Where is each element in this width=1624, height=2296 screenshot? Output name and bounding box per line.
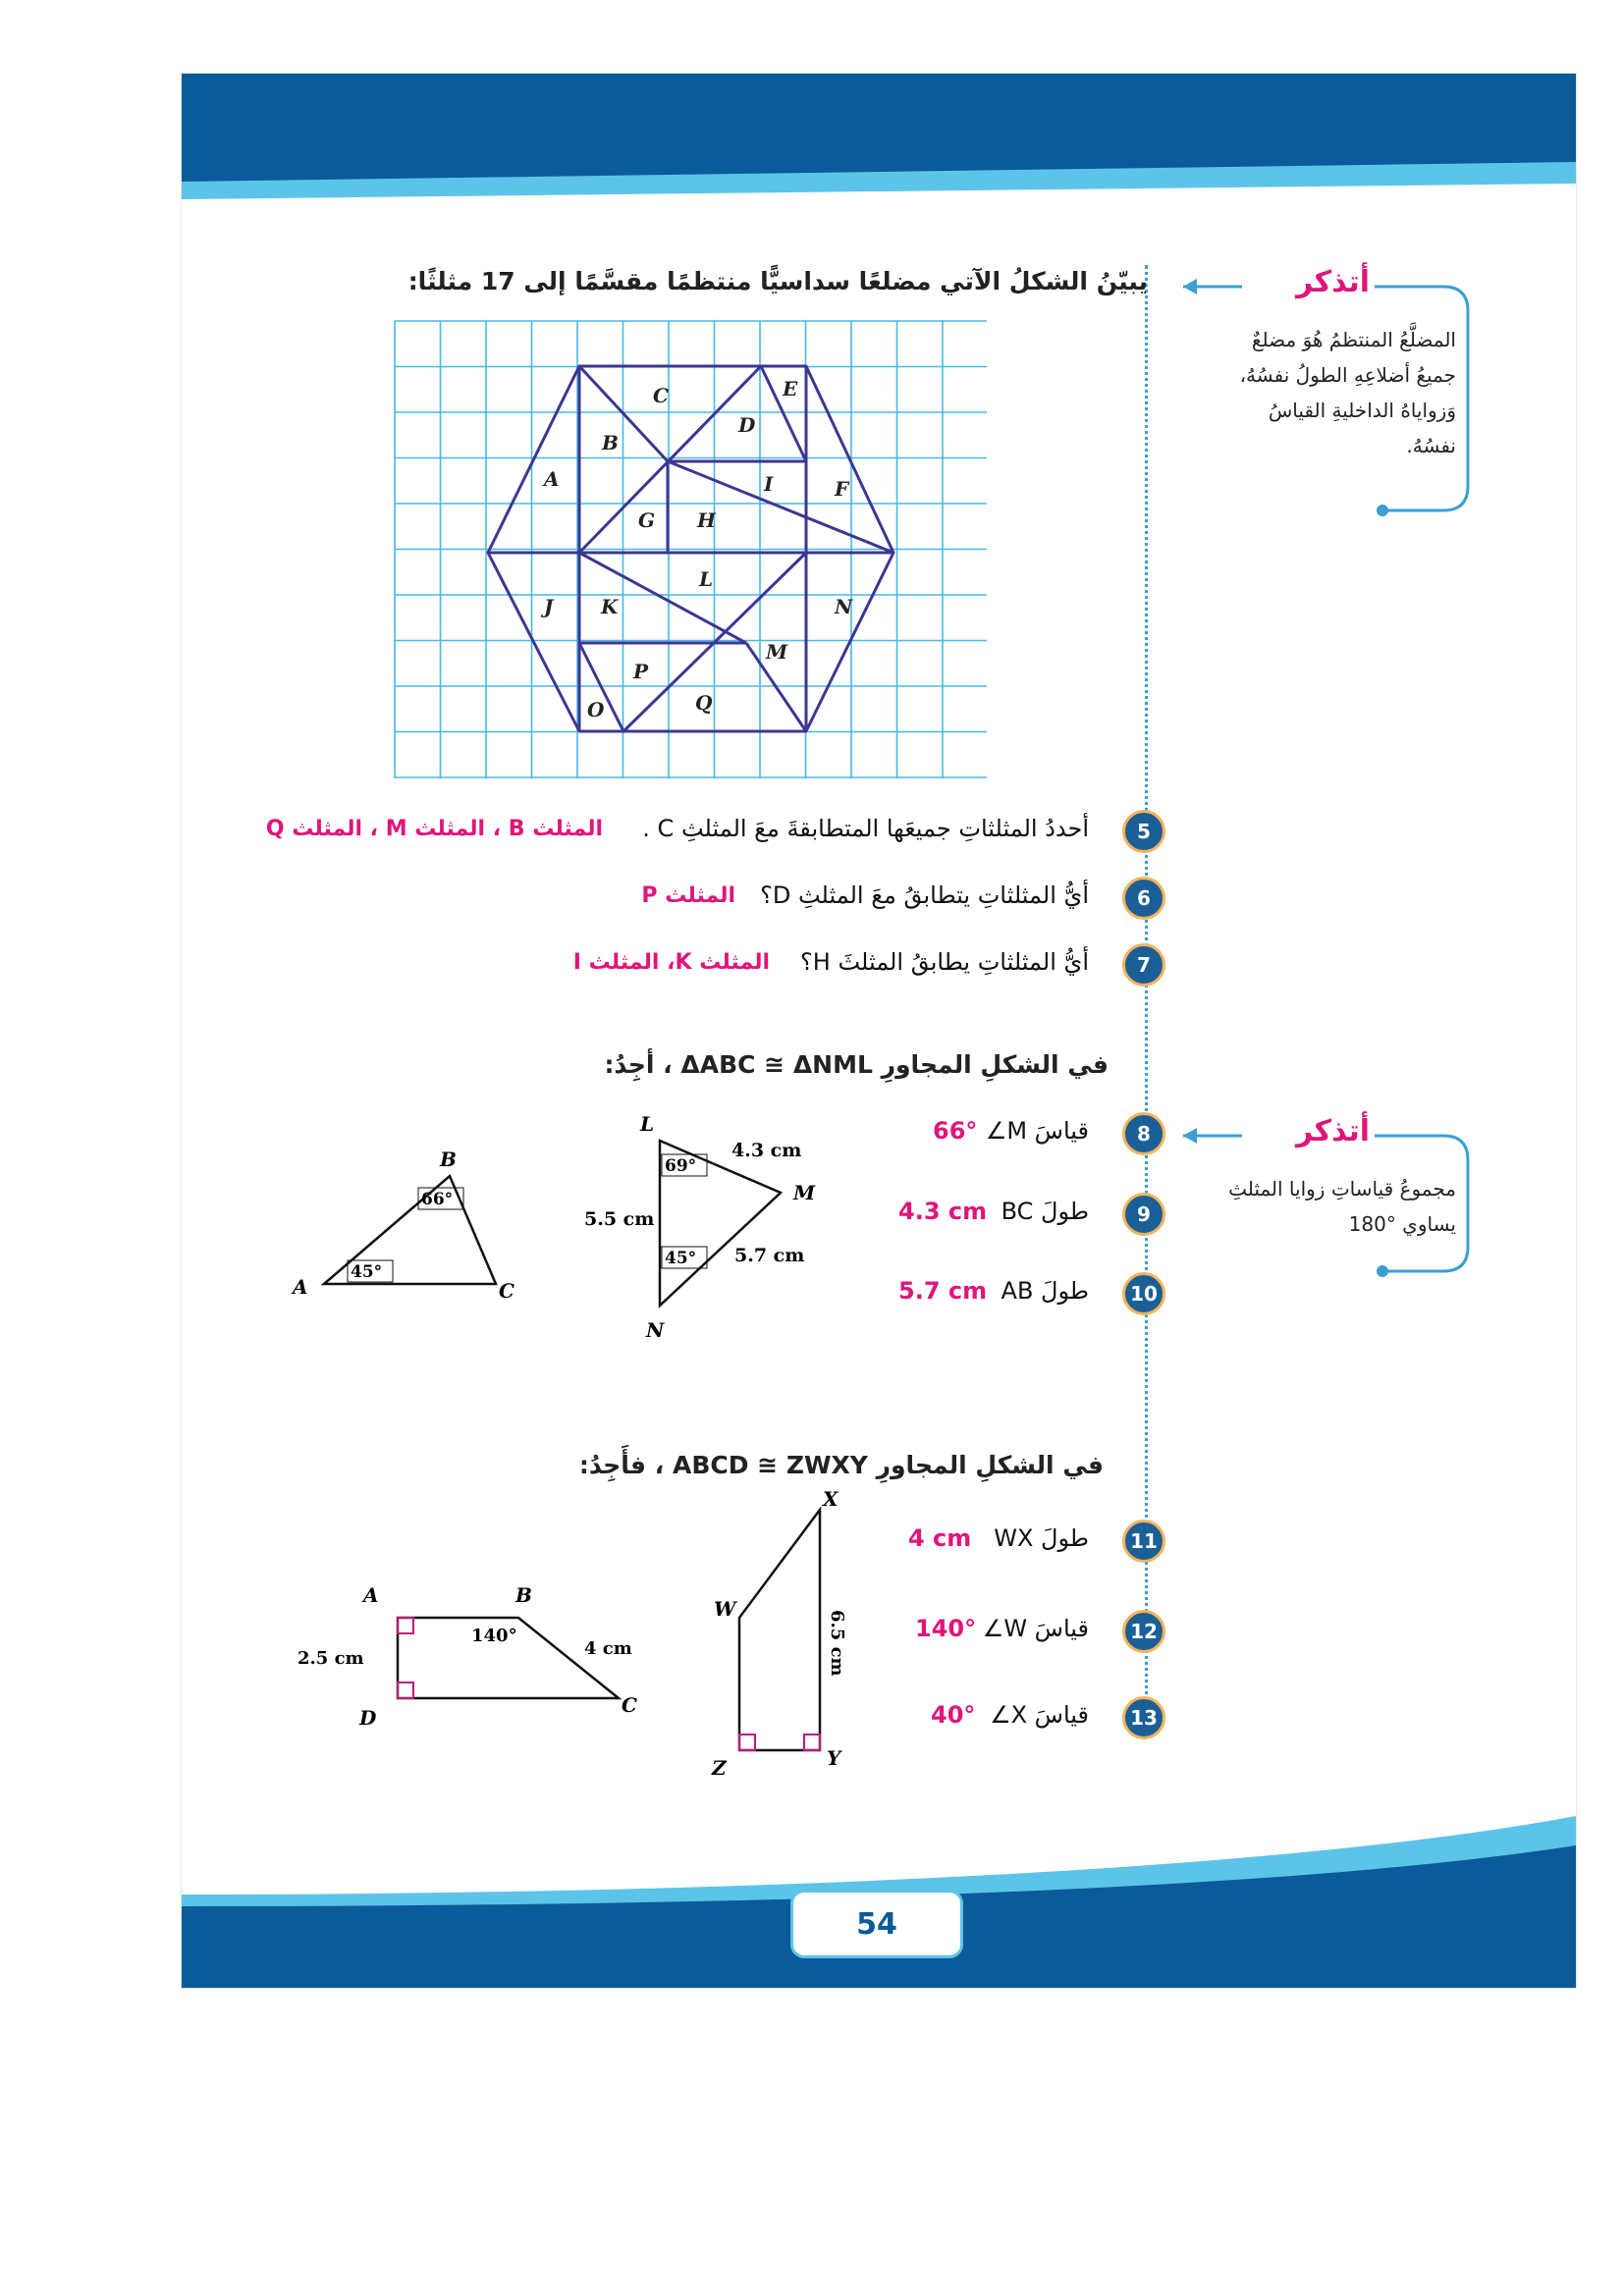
question-7-text: أيُّ المثلثاتِ يطابقُ المثلثَ H؟: [800, 948, 1089, 976]
hex-label-G: G: [638, 508, 656, 532]
question-badge-9: 9: [1122, 1193, 1165, 1236]
question-13-text: قياسَ X∠: [990, 1701, 1089, 1729]
page-number: 54: [856, 1906, 897, 1942]
remember-1-line-2: جميعُ أضلاعِهِ الطولُ نفسُهُ،: [1239, 363, 1456, 387]
hexagon-figure: [393, 319, 992, 780]
hex-label-M: M: [766, 640, 788, 664]
question-8-text: قياسَ M∠: [985, 1117, 1089, 1145]
quad-abcd-figure: [295, 1580, 658, 1737]
nml-side-LN: 5.5 cm: [584, 1208, 655, 1230]
abcd-side-BC: 4 cm: [584, 1638, 632, 1659]
remember-box-2: [1173, 1114, 1478, 1291]
grid: [395, 321, 987, 778]
abc-label-B: B: [440, 1148, 457, 1171]
abcd-label-C: C: [622, 1693, 637, 1717]
remember-1-line-1: المضلَّعُ المنتظمُ هُوَ مضلعٌ: [1251, 328, 1456, 351]
question-10-answer: 5.7 cm: [898, 1277, 988, 1305]
nml-side-NM: 5.7 cm: [734, 1245, 805, 1266]
page-number-box: [790, 1890, 963, 1958]
nml-label-N: N: [646, 1318, 665, 1342]
question-8-answer: 66°: [933, 1117, 978, 1145]
question-badge-5: 5: [1122, 810, 1165, 853]
question-6-answer: المثلث P: [641, 883, 735, 908]
zwxy-label-W: W: [714, 1597, 736, 1621]
question-12-text: قياسَ W∠: [982, 1615, 1089, 1642]
zwxy-side-XY: 6.5 cm: [827, 1610, 847, 1677]
hex-label-H: H: [697, 508, 716, 532]
remember-2-line-2: يساوي °180: [1348, 1212, 1456, 1236]
question-11-answer: 4 cm: [908, 1524, 972, 1552]
section-b-intro: في الشكلِ المجاورِ ΔABC ≅ ΔNML ، أجِدُ:: [604, 1050, 1109, 1079]
quad-zwxy-figure: [702, 1482, 874, 1777]
hex-label-L: L: [699, 567, 714, 591]
remember-1-title: أتذكر: [1296, 265, 1370, 299]
hex-label-Q: Q: [695, 691, 713, 715]
question-badge-6: 6: [1122, 877, 1165, 920]
question-badge-11: 11: [1122, 1520, 1165, 1563]
question-6-text: أيُّ المثلثاتِ يتطابقُ معَ المثلثِ D؟: [760, 881, 1089, 909]
question-badge-12: 12: [1122, 1610, 1165, 1653]
hex-label-I: I: [764, 472, 774, 496]
zwxy-label-Z: Z: [712, 1756, 727, 1777]
abcd-angle-B: 140°: [471, 1626, 517, 1646]
abcd-label-B: B: [515, 1583, 532, 1607]
nml-label-M: M: [793, 1181, 816, 1204]
question-10-text: طولَ AB: [1001, 1277, 1089, 1305]
hex-label-E: E: [783, 377, 798, 400]
hex-label-F: F: [835, 477, 849, 501]
hex-label-D: D: [738, 413, 756, 437]
remember-2-line-1: مجموعُ قياساتِ زوايا المثلثِ: [1228, 1177, 1456, 1201]
remember-1-line-4: نفسُهُ.: [1406, 434, 1456, 457]
zwxy-label-X: X: [823, 1487, 839, 1511]
question-5-answer: المثلث B ، المثلث M ، المثلث Q: [265, 817, 603, 841]
abc-angle-A: 45°: [351, 1262, 383, 1282]
abc-label-C: C: [499, 1279, 514, 1303]
hex-label-J: J: [544, 595, 554, 618]
abcd-label-D: D: [359, 1706, 377, 1730]
question-badge-13: 13: [1122, 1696, 1165, 1739]
zwxy-label-Y: Y: [827, 1746, 841, 1770]
triangle-nml-figure: [579, 1109, 844, 1345]
question-badge-7: 7: [1122, 943, 1165, 987]
remember-1-line-3: وَزواياهُ الداخليةِ القياسُ: [1268, 399, 1456, 422]
abc-angle-B: 66°: [421, 1190, 454, 1209]
question-9-text: طولَ BC: [1001, 1198, 1089, 1225]
hex-label-B: B: [602, 431, 619, 454]
question-11-text: طولَ WX: [994, 1524, 1089, 1552]
question-5-text: أحددُ المثلثاتِ جميعَها المتطابقةَ معَ المثلثِ C .: [642, 815, 1089, 842]
question-12-answer: 140°: [915, 1615, 977, 1642]
abc-label-A: A: [293, 1275, 308, 1299]
question-7-answer: المثلث K، المثلث I: [572, 950, 770, 975]
hex-label-N: N: [835, 595, 853, 618]
question-badge-10: 10: [1122, 1272, 1165, 1315]
remember-2-title: أتذكر: [1296, 1114, 1370, 1148]
column-divider: [1145, 265, 1148, 1737]
header-band: [182, 74, 1576, 221]
hex-label-K: K: [601, 595, 619, 618]
remember-box-1: [1173, 265, 1478, 530]
hex-label-P: P: [633, 660, 649, 683]
question-9-answer: 4.3 cm: [898, 1198, 988, 1225]
nml-angle-L: 69°: [665, 1156, 697, 1176]
abcd-label-A: A: [363, 1583, 379, 1607]
nml-angle-N: 45°: [665, 1249, 697, 1268]
triangle-abc-figure: [285, 1139, 530, 1306]
hex-label-A: A: [544, 467, 560, 491]
nml-label-L: L: [640, 1112, 655, 1136]
hexagon-intro: يبيّنُ الشكلُ الآتي مضلعًا سداسيًّا منتظمًا مقسَّمًا إلى 17 مثلثًا:: [407, 267, 1148, 295]
question-13-answer: 40°: [931, 1701, 976, 1729]
section-c-intro: في الشكلِ المجاورِ ABCD ≅ ZWXY ، فأَجِدُ:: [578, 1451, 1104, 1479]
hex-label-O: O: [587, 698, 605, 721]
question-badge-8: 8: [1122, 1112, 1165, 1155]
nml-side-LM: 4.3 cm: [731, 1140, 802, 1161]
abcd-side-AD: 2.5 cm: [298, 1648, 364, 1669]
hex-label-C: C: [653, 384, 669, 407]
